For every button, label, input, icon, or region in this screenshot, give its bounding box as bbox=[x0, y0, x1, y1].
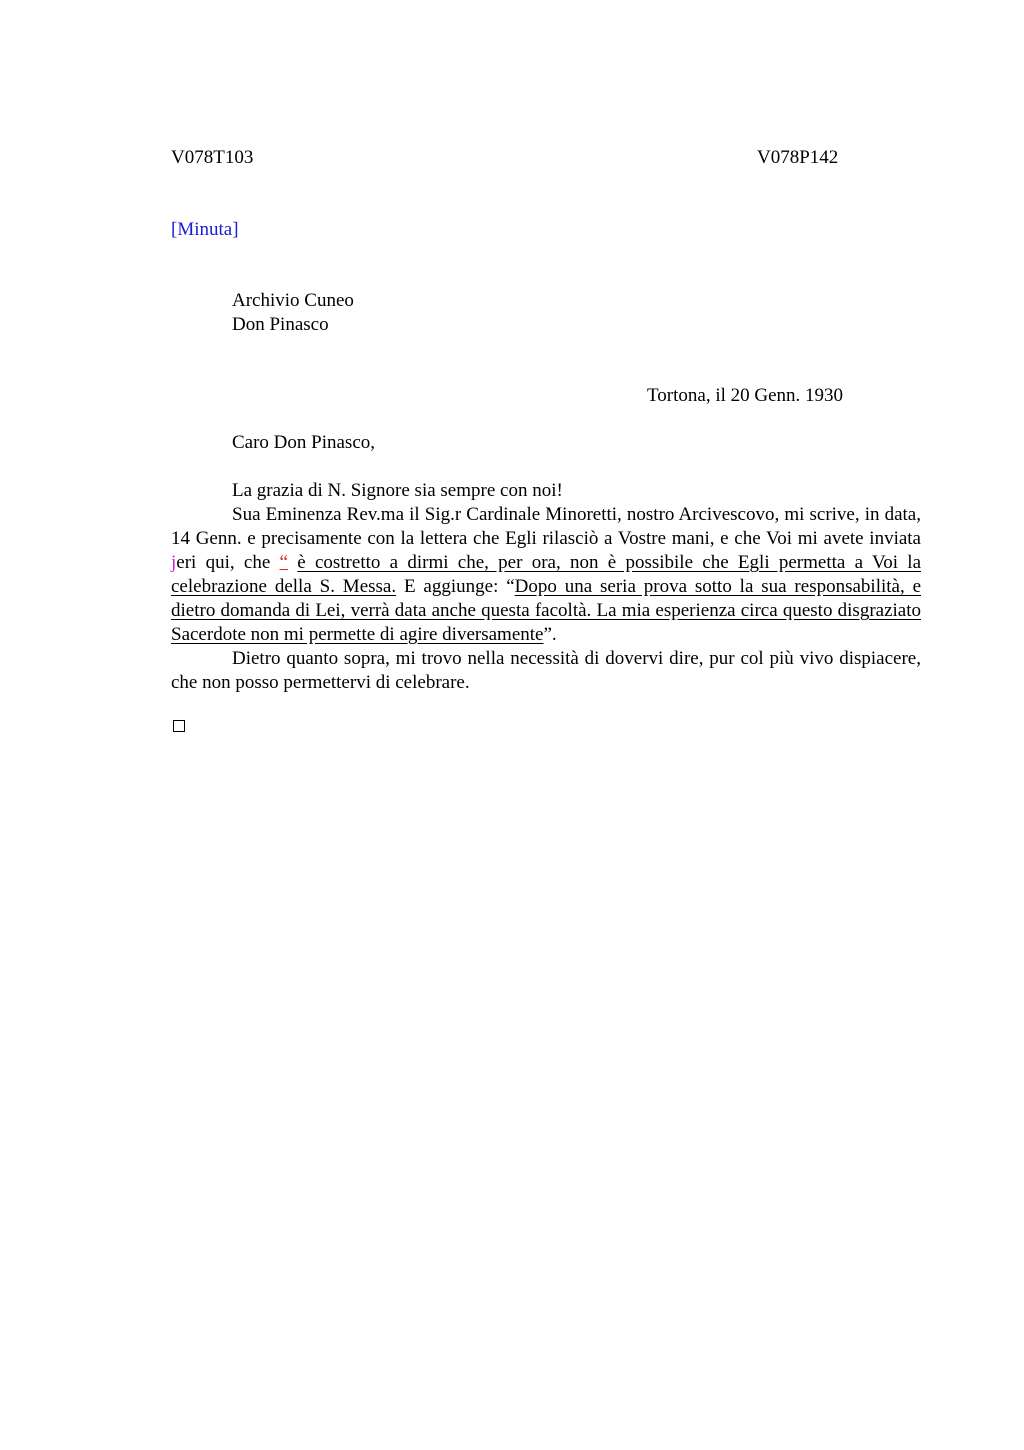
highlighted-letter: j bbox=[171, 552, 177, 573]
end-square-icon bbox=[173, 720, 185, 732]
letter-body bbox=[171, 479, 921, 695]
text-run: eri qui, che bbox=[176, 552, 280, 573]
document-code-right: V078P142 bbox=[757, 147, 839, 168]
paragraph-greeting: La grazia di N. Signore sia sempre con noi! bbox=[232, 480, 563, 501]
text-run: E aggiunge: “ bbox=[396, 576, 515, 597]
text-run: ”. bbox=[543, 624, 557, 645]
archive-line-1: Archivio Cuneo bbox=[232, 290, 354, 311]
archive-reference bbox=[232, 289, 354, 337]
letter-date: Tortona, il 20 Genn. 1930 bbox=[647, 385, 844, 406]
document-code-left: V078T103 bbox=[171, 147, 254, 168]
paragraph-conclusion: Dietro quanto sopra, mi trovo nella necessità di dovervi dire, pur col più vivo dispiacere, che non posso permettervi di celebrare. bbox=[171, 648, 921, 693]
paragraph-cardinal-letter bbox=[171, 503, 921, 647]
draft-note: [Minuta] bbox=[171, 219, 239, 240]
inserted-quote-mark: “ bbox=[279, 552, 288, 573]
quoted-text-underlined: Dopo una seria prova sotto la sua responsabilità, e dietro domanda di Lei, verrà data anche questa facoltà. La mia esperienza circa questo disgraziato Sacerdote non mi permette di agire diversamente bbox=[171, 576, 922, 645]
letter-salutation: Caro Don Pinasco, bbox=[232, 432, 376, 453]
quoted-text-underlined: è costretto a dirmi che, per ora, non è possibile che Egli permetta a Voi la celebrazione della S. Messa. bbox=[171, 552, 921, 597]
text-run: Sua Eminenza Rev.ma il Sig.r Cardinale Minoretti, nostro Arcivescovo, mi scrive, in data, 14 Genn. e precisamente con la lettera che Egli rilasciò a Vostre mani, e che Voi mi avete inviata bbox=[171, 504, 921, 549]
archive-line-2: Don Pinasco bbox=[232, 314, 329, 335]
